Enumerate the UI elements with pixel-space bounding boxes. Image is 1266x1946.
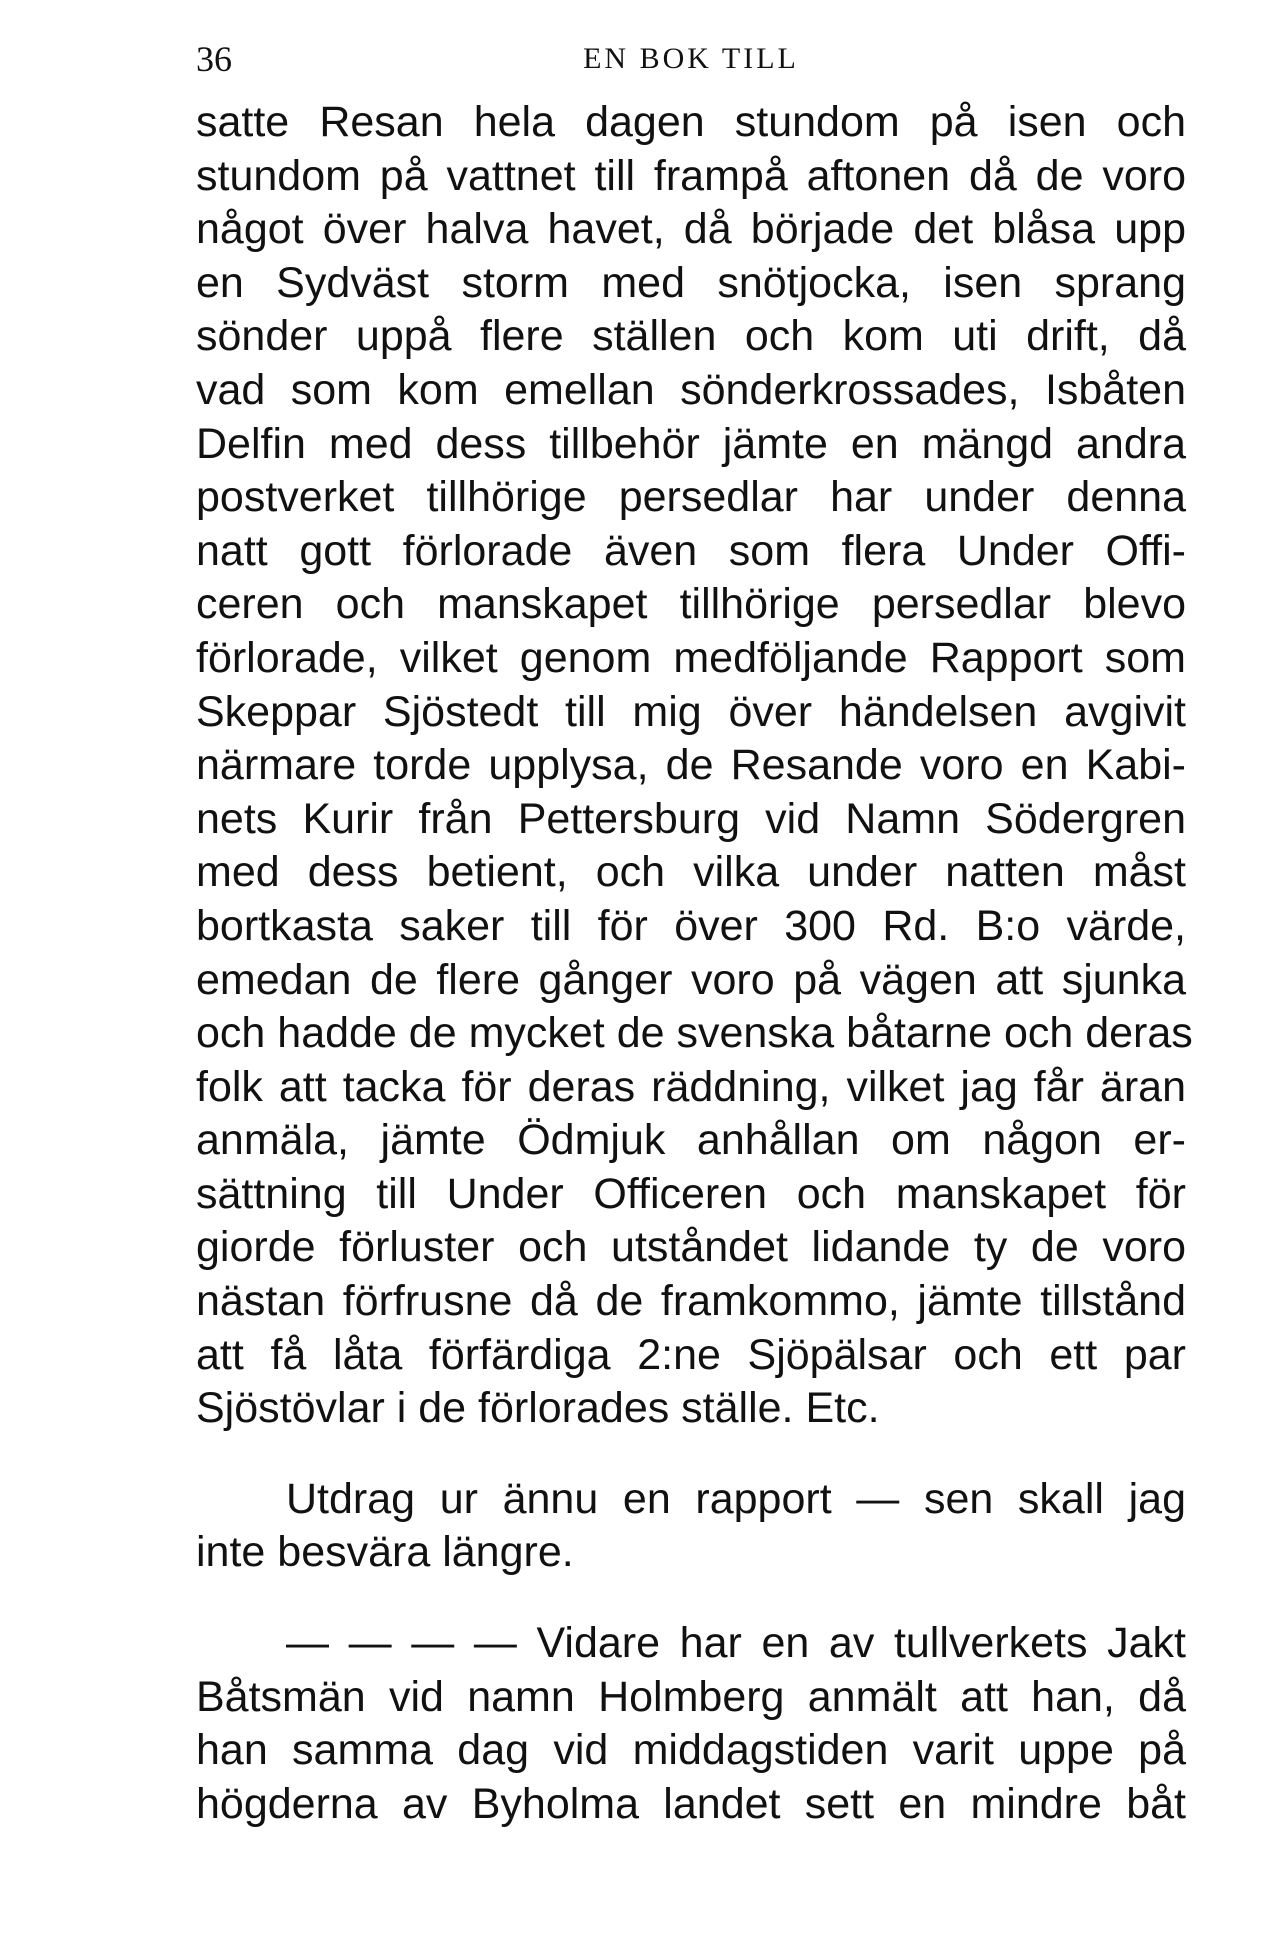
text-line: — — — — Vidare har en av tullverkets Jakt	[286, 1619, 1186, 1668]
text-line: natt gott förlorade även som flera Under Offi-	[196, 526, 1186, 575]
text-line: högderna av Byholma landet sett en mindre båt	[196, 1779, 1186, 1828]
text-line: satte Resan hela dagen stundom på isen och	[196, 98, 1186, 146]
text-line: Utdrag ur ännu en rapport — sen skall jag	[286, 1474, 1186, 1523]
text-line: sönder uppå flere ställen och kom uti drift, då	[196, 312, 1186, 361]
text-line: närmare torde upplysa, de Resande voro en Kabi-	[196, 741, 1186, 790]
text-line: en Sydväst storm med snötjocka, isen sprang	[196, 258, 1186, 307]
paragraph-report-continued	[196, 96, 1193, 1436]
text-line: Båtsmän vid namn Holmberg anmält att han, då	[196, 1672, 1186, 1721]
body-text	[196, 96, 1193, 1831]
text-line: och hadde de mycket de svenska båtarne och deras	[196, 1009, 1193, 1058]
text-line: förlorade, vilket genom medföljande Rapport som	[196, 633, 1186, 682]
text-line: nästan förfrusne då de framkommo, jämte tillstånd	[196, 1277, 1186, 1326]
text-line: ceren och manskapet tillhörige persedlar blevo	[196, 580, 1186, 629]
page-number: 36	[196, 39, 232, 79]
running-title: EN BOK TILL	[583, 42, 799, 75]
paragraph-extract-intro	[196, 1473, 1186, 1580]
text-line: Skeppar Sjöstedt till mig över händelsen avgivit	[196, 687, 1186, 736]
text-line: emedan de flere gånger voro på vägen att sjunka	[196, 955, 1186, 1004]
text-line: folk att tacka för deras räddning, vilket jag får äran	[196, 1062, 1186, 1111]
text-line: bortkasta saker till för över 300 Rd. B:o värde,	[196, 901, 1186, 950]
text-line: inte besvära längre.	[196, 1528, 574, 1577]
paragraph-second-report	[196, 1617, 1186, 1831]
text-line: giorde förluster och utståndet lidande ty de voro	[196, 1223, 1186, 1272]
text-line: nets Kurir från Pettersburg vid Namn Södergren	[196, 794, 1186, 843]
text-line: vad som kom emellan sönderkrossades, Isbåten	[196, 365, 1186, 414]
text-line: Delfin med dess tillbehör jämte en mängd andra	[196, 419, 1186, 468]
text-line: Sjöstövlar i de förlorades ställe. Etc.	[196, 1384, 880, 1433]
text-line: att få låta förfärdiga 2:ne Sjöpälsar och ett par	[196, 1330, 1186, 1379]
text-line: med dess betient, och vilka under natten måst	[196, 848, 1186, 897]
text-line: stundom på vattnet till frampå aftonen då de voro	[196, 151, 1186, 200]
text-line: något över halva havet, då började det blåsa upp	[196, 205, 1186, 254]
text-line: han samma dag vid middagstiden varit uppe på	[196, 1726, 1186, 1775]
text-line: postverket tillhörige persedlar har under denna	[196, 473, 1186, 522]
text-line: anmäla, jämte Ödmjuk anhållan om någon er-	[196, 1116, 1186, 1165]
running-head	[196, 34, 1186, 84]
text-line: sättning till Under Officeren och manskapet för	[196, 1169, 1186, 1218]
